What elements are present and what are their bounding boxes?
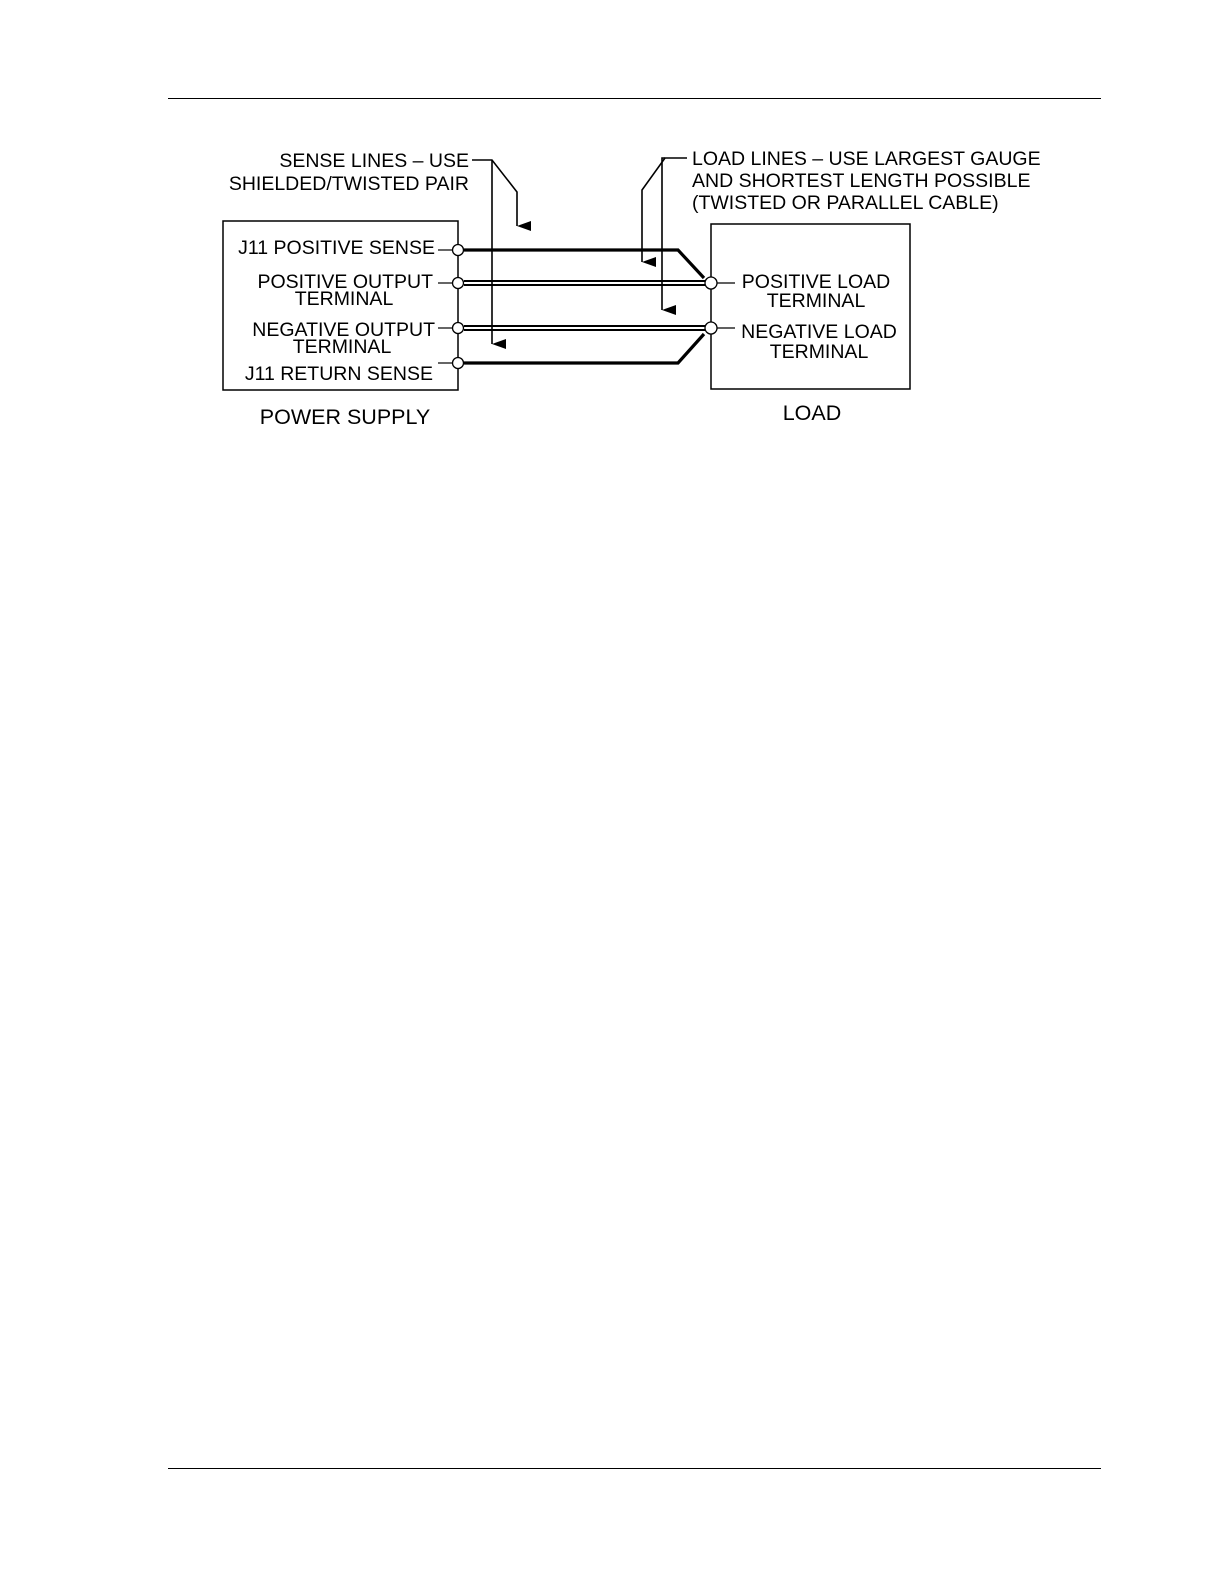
positive-sense-line	[464, 250, 704, 278]
positive-load-label-line-1: POSITIVE LOAD	[741, 271, 891, 293]
load-callout-line-1: LOAD LINES – USE LARGEST GAUGE	[692, 148, 1041, 170]
positive-output-label-line-2: TERMINAL	[294, 288, 394, 310]
sense-callout-arrows	[472, 160, 517, 344]
load-caption: LOAD	[782, 401, 842, 425]
sense-callout-line-1: SENSE LINES – USE	[279, 150, 469, 172]
power-supply-caption: POWER SUPPLY	[259, 405, 431, 429]
negative-output-label-line-1: NEGATIVE OUTPUT	[252, 319, 435, 341]
negative-load-line	[464, 326, 705, 330]
return-sense-label: J11 RETURN SENSE	[244, 363, 433, 385]
positive-output-label-line-1: POSITIVE OUTPUT	[257, 271, 433, 293]
return-sense-line	[464, 334, 704, 363]
positive-sense-terminal	[453, 245, 464, 256]
negative-output-terminal	[453, 323, 464, 334]
positive-load-terminal	[705, 277, 717, 289]
load-callout-line-2: AND SHORTEST LENGTH POSSIBLE	[692, 170, 1031, 192]
return-sense-terminal	[453, 358, 464, 369]
footer-rule	[168, 1468, 1101, 1469]
negative-load-label-line-2: TERMINAL	[769, 341, 869, 363]
sense-callout-line-2: SHIELDED/TWISTED PAIR	[228, 173, 469, 195]
positive-output-terminal	[453, 278, 464, 289]
negative-load-label-line-1: NEGATIVE LOAD	[741, 321, 897, 343]
load-callout-arrows	[642, 158, 687, 310]
load-callout-line-3: (TWISTED OR PARALLEL CABLE)	[692, 192, 999, 214]
negative-load-terminal	[705, 322, 717, 334]
positive-sense-label: J11 POSITIVE SENSE	[238, 237, 435, 259]
positive-load-label-line-2: TERMINAL	[766, 290, 866, 312]
negative-output-label-line-2: TERMINAL	[292, 336, 392, 358]
positive-load-line	[464, 281, 705, 285]
